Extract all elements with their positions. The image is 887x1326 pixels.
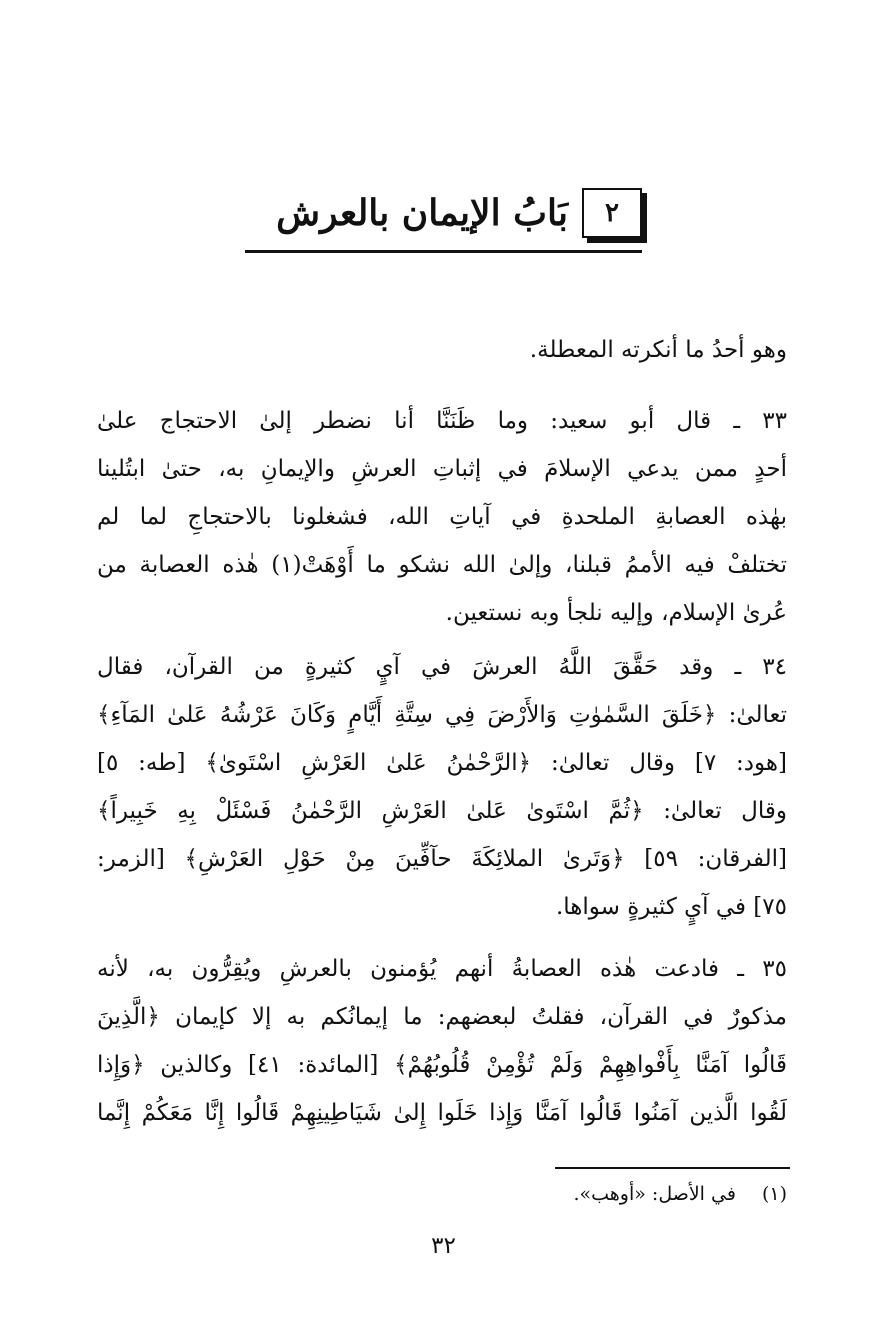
chapter-number-box: [582, 188, 642, 238]
chapter-heading: [245, 185, 642, 253]
paragraph-34-line-2: تعالىٰ: ﴿خَلَقَ السَّمٰوٰتِ وَالأَرْضَ فِي سِتَّةِ أَيَّامٍ وَكَانَ عَرْشُهُ عَلىٰ المَآءِ﴾: [97, 702, 787, 728]
chapter-underline: [245, 250, 642, 253]
paragraph-35-line-1: ٣٥ ـ فادعت هٰذه العصابةُ أنهم يُؤمنون بالعرشِ ويُقِرُّون به، لأنه: [97, 956, 787, 982]
page-number: ٣٢: [431, 1233, 456, 1259]
paragraph-35: [97, 945, 787, 1137]
chapter-title: بَابُ الإيمان بالعرش: [276, 192, 568, 234]
paragraph-34-line-5: [الفرقان: ٥٩] ﴿وَتَرىٰ الملائِكَةَ حآفِّينَ مِنْ حَوْلِ العَرْشِ﴾ [الزمر:: [97, 846, 787, 872]
paragraph-34-line-6: ٧٥] في آيٍ كثيرةٍ سواها.: [555, 894, 787, 920]
paragraph-33-line-2: أحدٍ ممن يدعي الإسلامَ في إثباتِ العرشِ والإيمانِ به، حتىٰ ابتُلينا: [97, 456, 787, 482]
paragraph-34: [97, 643, 787, 931]
paragraph-35-line-2: مذكورٌ في القرآن، فقلتُ لبعضهم: ما إيمانُكم به إلا كإيمان ﴿الَّذِينَ: [97, 1004, 787, 1030]
footnote-separator: [555, 1167, 790, 1169]
paragraph-35-line-4: لَقُوا الَّذين آمَنُوا قَالُوا آمَنَّا وَإِذا خَلَوا إِلىٰ شَيَاطِينِهِمْ قَالُوا إِنَّا مَعَكُمْ إِنَّما: [97, 1100, 787, 1126]
paragraph-34-line-3: [هود: ٧] وقال تعالىٰ: ﴿الرَّحْمٰنُ عَلىٰ العَرْشِ اسْتَوىٰ﴾ [طه: ٥]: [97, 750, 787, 776]
paragraph-34-line-1: ٣٤ ـ وقد حَقَّقَ اللَّهُ العرشَ في آيٍ كثيرةٍ من القرآن، فقال: [97, 654, 787, 680]
footnote: [573, 1177, 787, 1211]
paragraph-35-line-3: قَالُوا آمَنَّا بِأَفْواهِهِمْ وَلَمْ تُؤْمِنْ قُلُوبُهُمْ﴾ [المائدة: ٤١] وكالذين ﴿وَإِذا: [97, 1052, 787, 1078]
footnote-text: في الأصل: «أوهب».: [573, 1183, 736, 1205]
paragraph-33-line-3: بهٰذه العصابةِ الملحدةِ في آياتِ الله، فشغلونا بالاحتجاجِ لما لم: [97, 504, 787, 530]
paragraph-33-line-5: عُرىٰ الإسلام، وإليه نلجأ وبه نستعين.: [445, 600, 787, 626]
paragraph-33-line-1: ٣٣ ـ قال أبو سعيد: وما ظَنَنَّا أنا نضطر إلىٰ الاحتجاج علىٰ: [97, 408, 787, 434]
chapter-number: ٢: [605, 198, 619, 228]
intro-line: وهو أحدُ ما أنكرته المعطلة.: [529, 337, 787, 363]
paragraph-33: [97, 397, 787, 637]
paragraph-34-line-4: وقال تعالىٰ: ﴿ثُمَّ اسْتَوىٰ عَلىٰ العَرْشِ الرَّحْمٰنُ فَسْئَلْ بِهِ خَبِيراً﴾: [97, 798, 787, 824]
footnote-mark: (١): [761, 1183, 787, 1205]
chapter-heading-row: [276, 185, 642, 241]
intro-paragraph: [97, 326, 787, 374]
paragraph-33-line-4: تختلفْ فيه الأممُ قبلنا، وإلىٰ الله نشكو ما أَوْهَتْ(١) هٰذه العصابة من: [97, 552, 787, 578]
